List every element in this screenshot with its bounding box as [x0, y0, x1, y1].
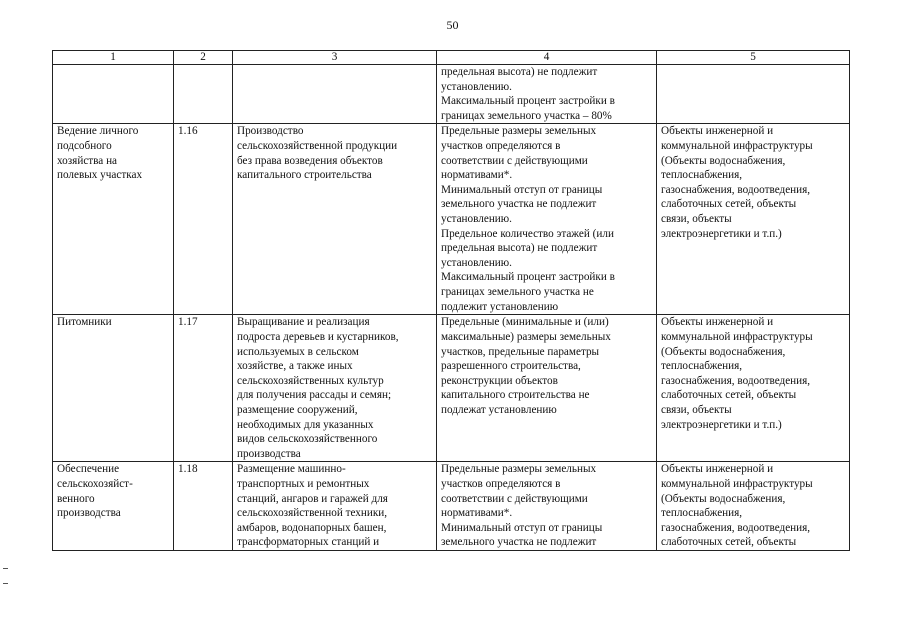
zoning-table	[52, 50, 850, 551]
objects-text: Объекты инженерной и коммунальной инфраструктуры (Объекты водоснабжения, теплоснабжения, газоснабжения, водоотведения, слаботочных сетей, объекты	[661, 463, 813, 549]
column-header-2: 2	[174, 51, 233, 65]
usage-description: Производство сельскохозяйственной продукции без права возведения объектов капитального строительства	[237, 125, 398, 182]
objects-text: Объекты инженерной и коммунальной инфраструктуры (Объекты водоснабжения, теплоснабжения, газоснабжения, водоотведения, слаботочных сетей, объекты связи, объекты электроэнергетики и т.п.)	[661, 316, 813, 431]
usage-code-cell	[174, 315, 233, 462]
usage-code: 1.16	[178, 125, 198, 138]
table-row	[53, 315, 850, 462]
usage-code-cell	[174, 124, 233, 315]
column-header-1: 1	[53, 51, 174, 65]
usage-description-cell	[233, 462, 437, 551]
parameters-text: предельная высота) не подлежит установлению. Максимальный процент застройки в границах земельного участка – 80%	[441, 66, 615, 122]
page-number: 50	[446, 18, 459, 32]
header-row	[53, 51, 850, 65]
usage-description: Выращивание и реализация подроста деревьев и кустарников, используемых в сельском хозяйстве, а также иных сельскохозяйственных культур для получения рассады и семян; размещение сооружений, необходимых для указанных видов сельскохозяйственного производства	[237, 316, 399, 460]
table-row	[53, 65, 850, 124]
usage-name-cell	[53, 124, 174, 315]
objects-cell	[657, 124, 850, 315]
usage-description-cell	[233, 124, 437, 315]
usage-name-cell	[53, 65, 174, 124]
parameters-text: Предельные размеры земельных участков определяются в соответствии с действующими нормативами*. Минимальный отступ от границы земельного участка не подлежит установлению. Предельное количество этажей (или предельная высота) не подлежит установлению. Максимальный процент застройки в границах земельного участка не подлежит установлению	[441, 125, 615, 313]
usage-name: Ведение личного подсобного хозяйства на полевых участках	[57, 125, 143, 182]
table-row	[53, 124, 850, 315]
usage-code-cell	[174, 462, 233, 551]
usage-description-cell	[233, 315, 437, 462]
column-header-5: 5	[657, 51, 850, 65]
usage-code: 1.17	[178, 316, 198, 329]
parameters-text: Предельные размеры земельных участков определяются в соответствии с действующими нормативами*. Минимальный отступ от границы земельного участка не подлежит	[441, 463, 603, 549]
objects-text: Объекты инженерной и коммунальной инфраструктуры (Объекты водоснабжения, теплоснабжения, газоснабжения, водоотведения, слаботочных сетей, объекты связи, объекты электроэнергетики и т.п.)	[661, 125, 813, 240]
table-body	[53, 65, 850, 551]
column-header-4: 4	[437, 51, 657, 65]
parameters-cell	[437, 315, 657, 462]
objects-cell	[657, 462, 850, 551]
column-header-3: 3	[233, 51, 437, 65]
objects-cell	[657, 65, 850, 124]
usage-name: Обеспечение сельскохозяйст- венного производства	[57, 463, 133, 520]
scan-margin-mark	[3, 568, 8, 584]
objects-cell	[657, 315, 850, 462]
table-header	[53, 51, 850, 65]
table-row	[53, 462, 850, 551]
parameters-cell	[437, 124, 657, 315]
usage-name-cell	[53, 462, 174, 551]
usage-name: Питомники	[57, 316, 112, 329]
parameters-cell	[437, 65, 657, 124]
parameters-cell	[437, 462, 657, 551]
parameters-text: Предельные (минимальные и (или) максимальные) размеры земельных участков, предельные параметры разрешенного строительства, реконструкции объектов капитального строительства не подлежат установлению	[441, 316, 611, 416]
usage-code-cell	[174, 65, 233, 124]
usage-name-cell	[53, 315, 174, 462]
usage-description-cell	[233, 65, 437, 124]
usage-code: 1.18	[178, 463, 198, 476]
usage-description: Размещение машинно- транспортных и ремонтных станций, ангаров и гаражей для сельскохозяйственной техники, амбаров, водонапорных башен, трансформаторных станций и	[237, 463, 388, 549]
